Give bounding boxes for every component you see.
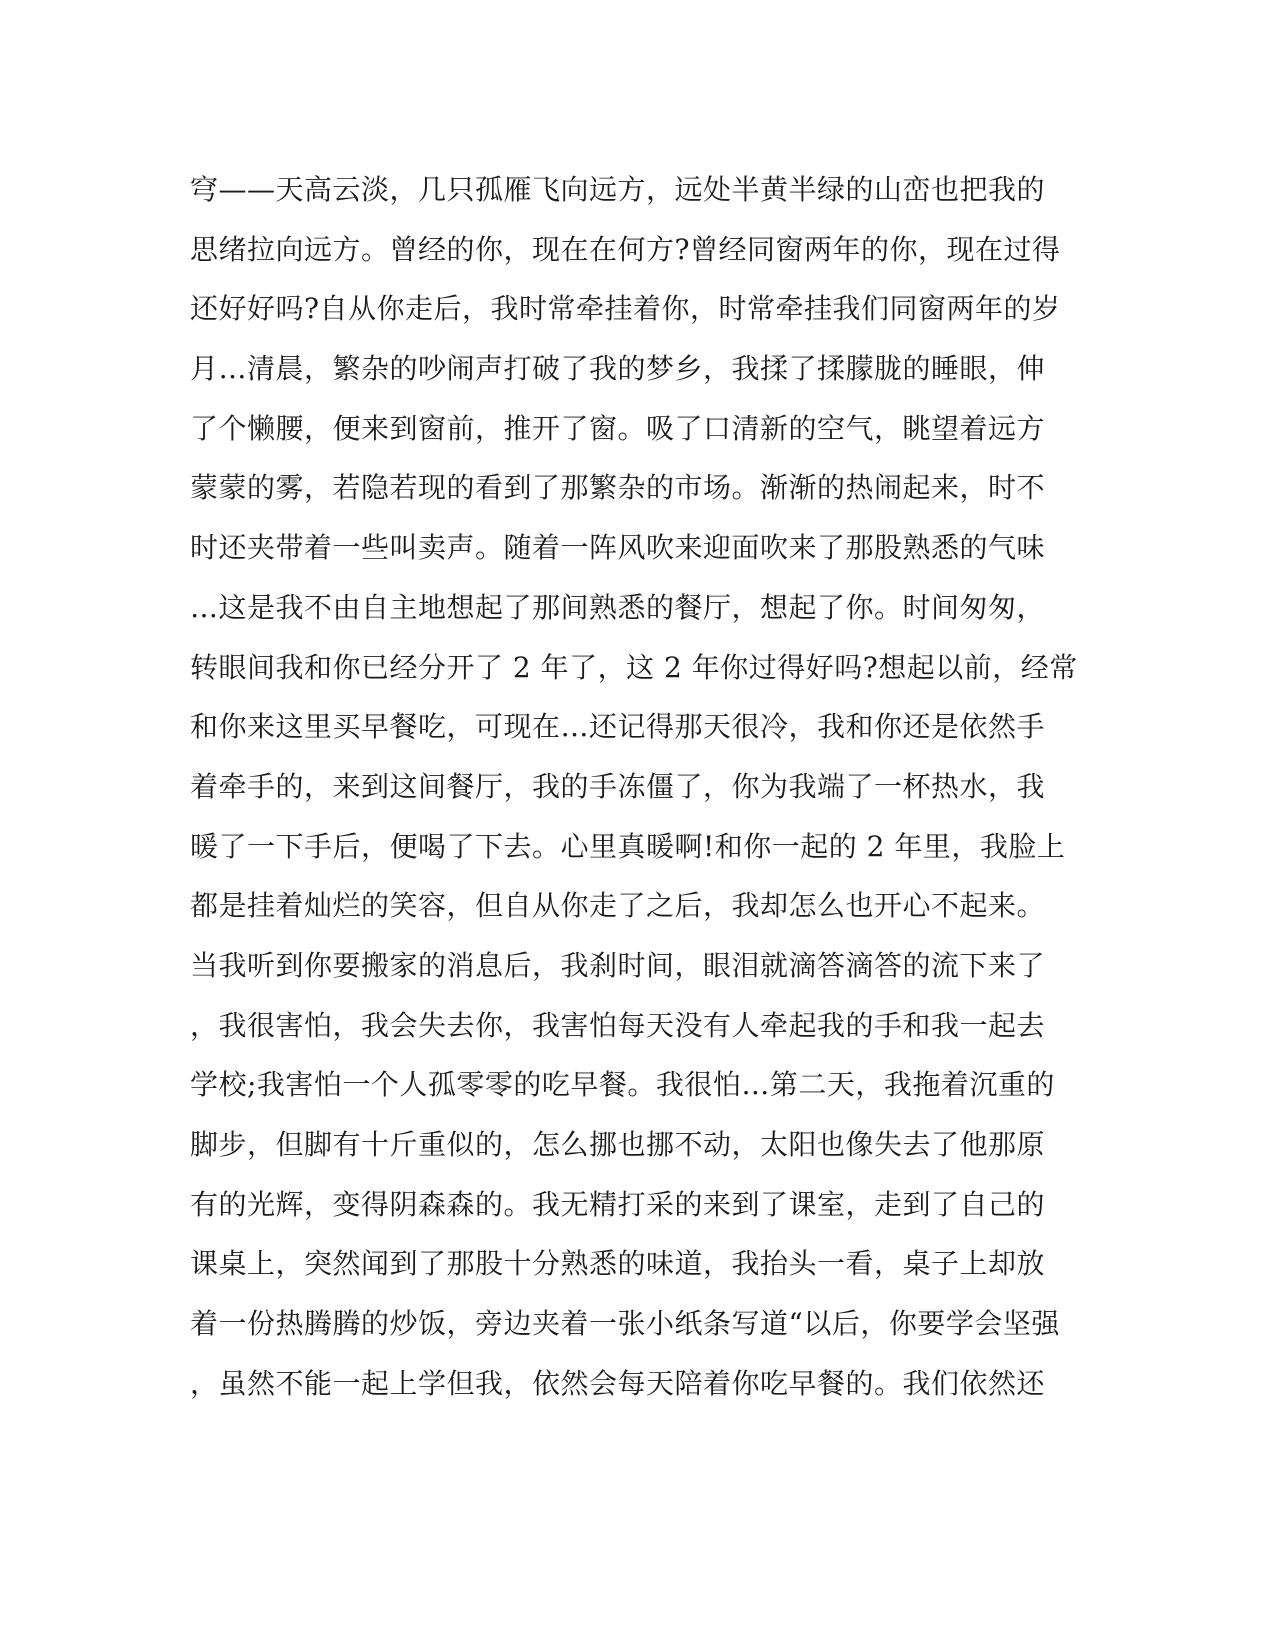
text-line: 蒙蒙的雾，若隐若现的看到了那繁杂的市场。渐渐的热闹起来，时不 [190,471,1046,505]
text-line: ，虽然不能一起上学但我，依然会每天陪着你吃早餐的。我们依然还 [190,1366,1046,1400]
text-line: 都是挂着灿烂的笑容，但自从你走了之后，我却怎么也开心不起来。 [190,889,1046,923]
text-line: 课桌上，突然闻到了那股十分熟悉的味道，我抬头一看，桌子上却放 [190,1247,1046,1281]
text-line: 着牵手的，来到这间餐厅，我的手冻僵了，你为我端了一杯热水，我 [190,769,1046,803]
text-line: 着一份热腾腾的炒饭，旁边夹着一张小纸条写道“以后，你要学会坚强 [190,1307,1060,1341]
text-line: 穹——天高云淡，几只孤雁飞向远方，远处半黄半绿的山峦也把我的 [190,173,1046,206]
text-line: 当我听到你要搬家的消息后，我刹时间，眼泪就滴答滴答的流下来了 [190,948,1046,982]
text-line: 思绪拉向远方。曾经的你，现在在何方?曾经同窗两年的你，现在过得 [190,232,1061,266]
text-line: 月…清晨，繁杂的吵闹声打破了我的梦乡，我揉了揉朦胧的睡眼，伸 [190,352,1046,386]
text-line: …这是我不由自主地想起了那间熟悉的餐厅，想起了你。时间匆匆， [190,590,1046,624]
text-line: ，我很害怕，我会失去你，我害怕每天没有人牵起我的手和我一起去 [190,1008,1046,1042]
text-line: 有的光辉，变得阴森森的。我无精打采的来到了课室，走到了自己的 [190,1187,1046,1221]
text-line: 脚步，但脚有十斤重似的，怎么挪也挪不动，太阳也像失去了他那原 [190,1128,1046,1161]
text-line: 和你来这里买早餐吃，可现在…还记得那天很冷，我和你还是依然手 [190,710,1046,744]
text-line: 了个懒腰，便来到窗前，推开了窗。吸了口清新的空气，眺望着远方 [190,411,1046,445]
text-line: 暖了一下手后，便喝了下去。心里真暖啊!和你一起的 2 年里，我脸上 [190,829,1066,863]
body-text [190,160,1090,1413]
text-line: 时还夹带着一些叫卖声。随着一阵风吹来迎面吹来了那股熟悉的气味 [190,531,1046,565]
text-line: 学校;我害怕一个人孤零零的吃早餐。我很怕…第二天，我拖着沉重的 [190,1068,1055,1102]
text-line: 转眼间我和你已经分开了 2 年了，这 2 年你过得好吗?想起以前，经常 [190,650,1078,684]
text-line: 还好好吗?自从你走后，我时常牵挂着你，时常牵挂我们同窗两年的岁 [190,292,1061,326]
